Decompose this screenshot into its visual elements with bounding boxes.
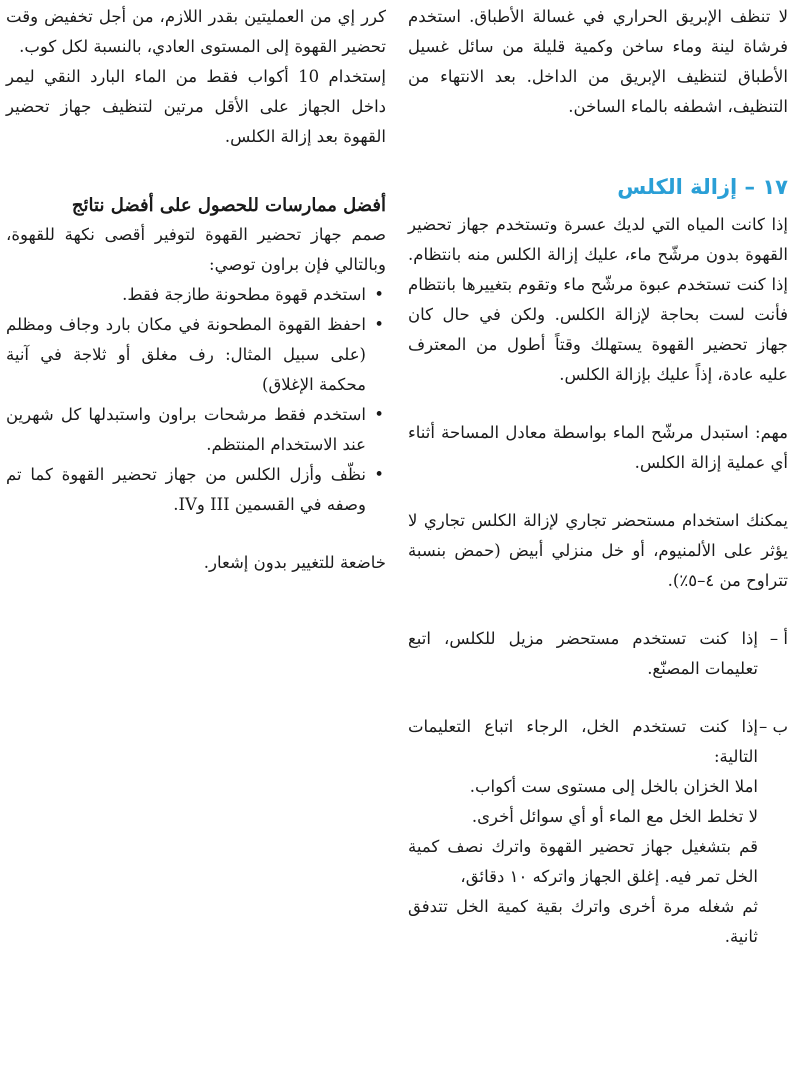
- bullet-item: • استخدم قهوة مطحونة طازجة فقط.: [6, 280, 386, 310]
- important-note: مهم: استبدل مرشّح الماء بواسطة معادل المساحة أثناء أي عملية إزالة الكلس.: [408, 423, 788, 472]
- best-practices-heading: أفضل ممارسات للحصول على أفضل نتائج: [71, 195, 386, 216]
- bullet-item: • احفظ القهوة المطحونة في مكان بارد وجاف ومظلم (على سبيل المثال: رف مغلق أو ثلاجة في آنية محكمة الإغلاق): [6, 310, 386, 400]
- list-item-b: [408, 712, 788, 952]
- vinegar-step: املا الخزان بالخل إلى مستوى ست أكواب.: [469, 777, 758, 796]
- bullet-item: • استخدم فقط مرشحات براون واستبدلها كل شهرين عند الاستخدام المنتظم.: [6, 400, 386, 460]
- list-marker-b: ب –: [758, 717, 788, 736]
- repeat-process-paragraph: كرر إي من العمليتين بقدر اللازم، من أجل تخفيض وقت تحضير القهوة إلى المستوى العادي، بالنسبة لكل كوب.: [6, 7, 386, 56]
- kettle-cleaning-paragraph: لا تنظف الإبريق الحراري في غسالة الأطباق. استخدم فرشاة لينة وماء ساخن وكمية قليلة من سائل غسيل الأطباق لتنظيف الإبريق من الداخل. بعد الانتهاء من التنظيف، اشطفه بالماء الساخن.: [408, 7, 788, 116]
- list-marker-a: أ –: [769, 629, 788, 648]
- vinegar-step: لا تخلط الخل مع الماء أو أي سوائل أخرى.: [471, 807, 758, 826]
- right-column: [408, 2, 788, 980]
- descaling-section-heading: ١٧ – إزالة الكلس: [617, 175, 788, 199]
- vinegar-step: ثم شغله مرة أخرى واترك بقية كمية الخل تتدفق ثانية.: [408, 897, 758, 946]
- list-item-a: [408, 624, 788, 684]
- list-item-a-text: إذا كنت تستخدم مستحضر مزيل للكلس، اتبع تعليمات المصنّع.: [408, 629, 758, 678]
- subject-to-change-notice: خاضعة للتغيير بدون إشعار.: [203, 553, 386, 572]
- vinegar-step: قم بتشغيل جهاز تحضير القهوة واترك نصف كمية الخل تمر فيه. إغلق الجهاز واتركه ١٠ دقائق،: [408, 837, 758, 886]
- best-practices-intro: صمم جهاز تحضير القهوة لتوفير أقصى نكهة للقهوة، وبالتالي فإن براون توصي:: [6, 225, 386, 274]
- bullet-item: • نظّف وأزل الكلس من جهاز تحضير القهوة كما تم وصفه في القسمين III وIV.: [6, 460, 386, 520]
- best-practices-list: [6, 280, 386, 520]
- descaling-paragraph: إذا كانت المياه التي لديك عسرة وتستخدم جهاز تحضير القهوة بدون مرشّح ماء، عليك إزالة الكلس منه بانتظام. إذا كنت تستخدم عبوة مرشّح ماء وتقوم بتغييرها بانتظام فأنت لست بحاجة لإزالة الكلس. ولكن في حال كان جهاز تحضير القهوة يستهلك وقتاً أطول من المعترف عليه عادة، إذاً عليك بإزالة الكلس.: [408, 215, 788, 384]
- list-item-b-text: إذا كنت تستخدم الخل، الرجاء اتباع التعليمات التالية:: [408, 717, 758, 766]
- rinse-paragraph: إستخدام 10 أكواب فقط من الماء البارد النقي ليمر داخل الجهاز على الأقل مرتين لتنظيف جهاز تحضير القهوة بعد إزالة الكلس.: [6, 67, 386, 146]
- descaler-options-paragraph: يمكنك استخدام مستحضر تجاري لإزالة الكلس تجاري لا يؤثر على الألمنيوم، أو خل منزلي أبيض (حمض بنسبة تتراوح من ٤–٥٪).: [408, 511, 788, 590]
- left-column: [6, 2, 386, 606]
